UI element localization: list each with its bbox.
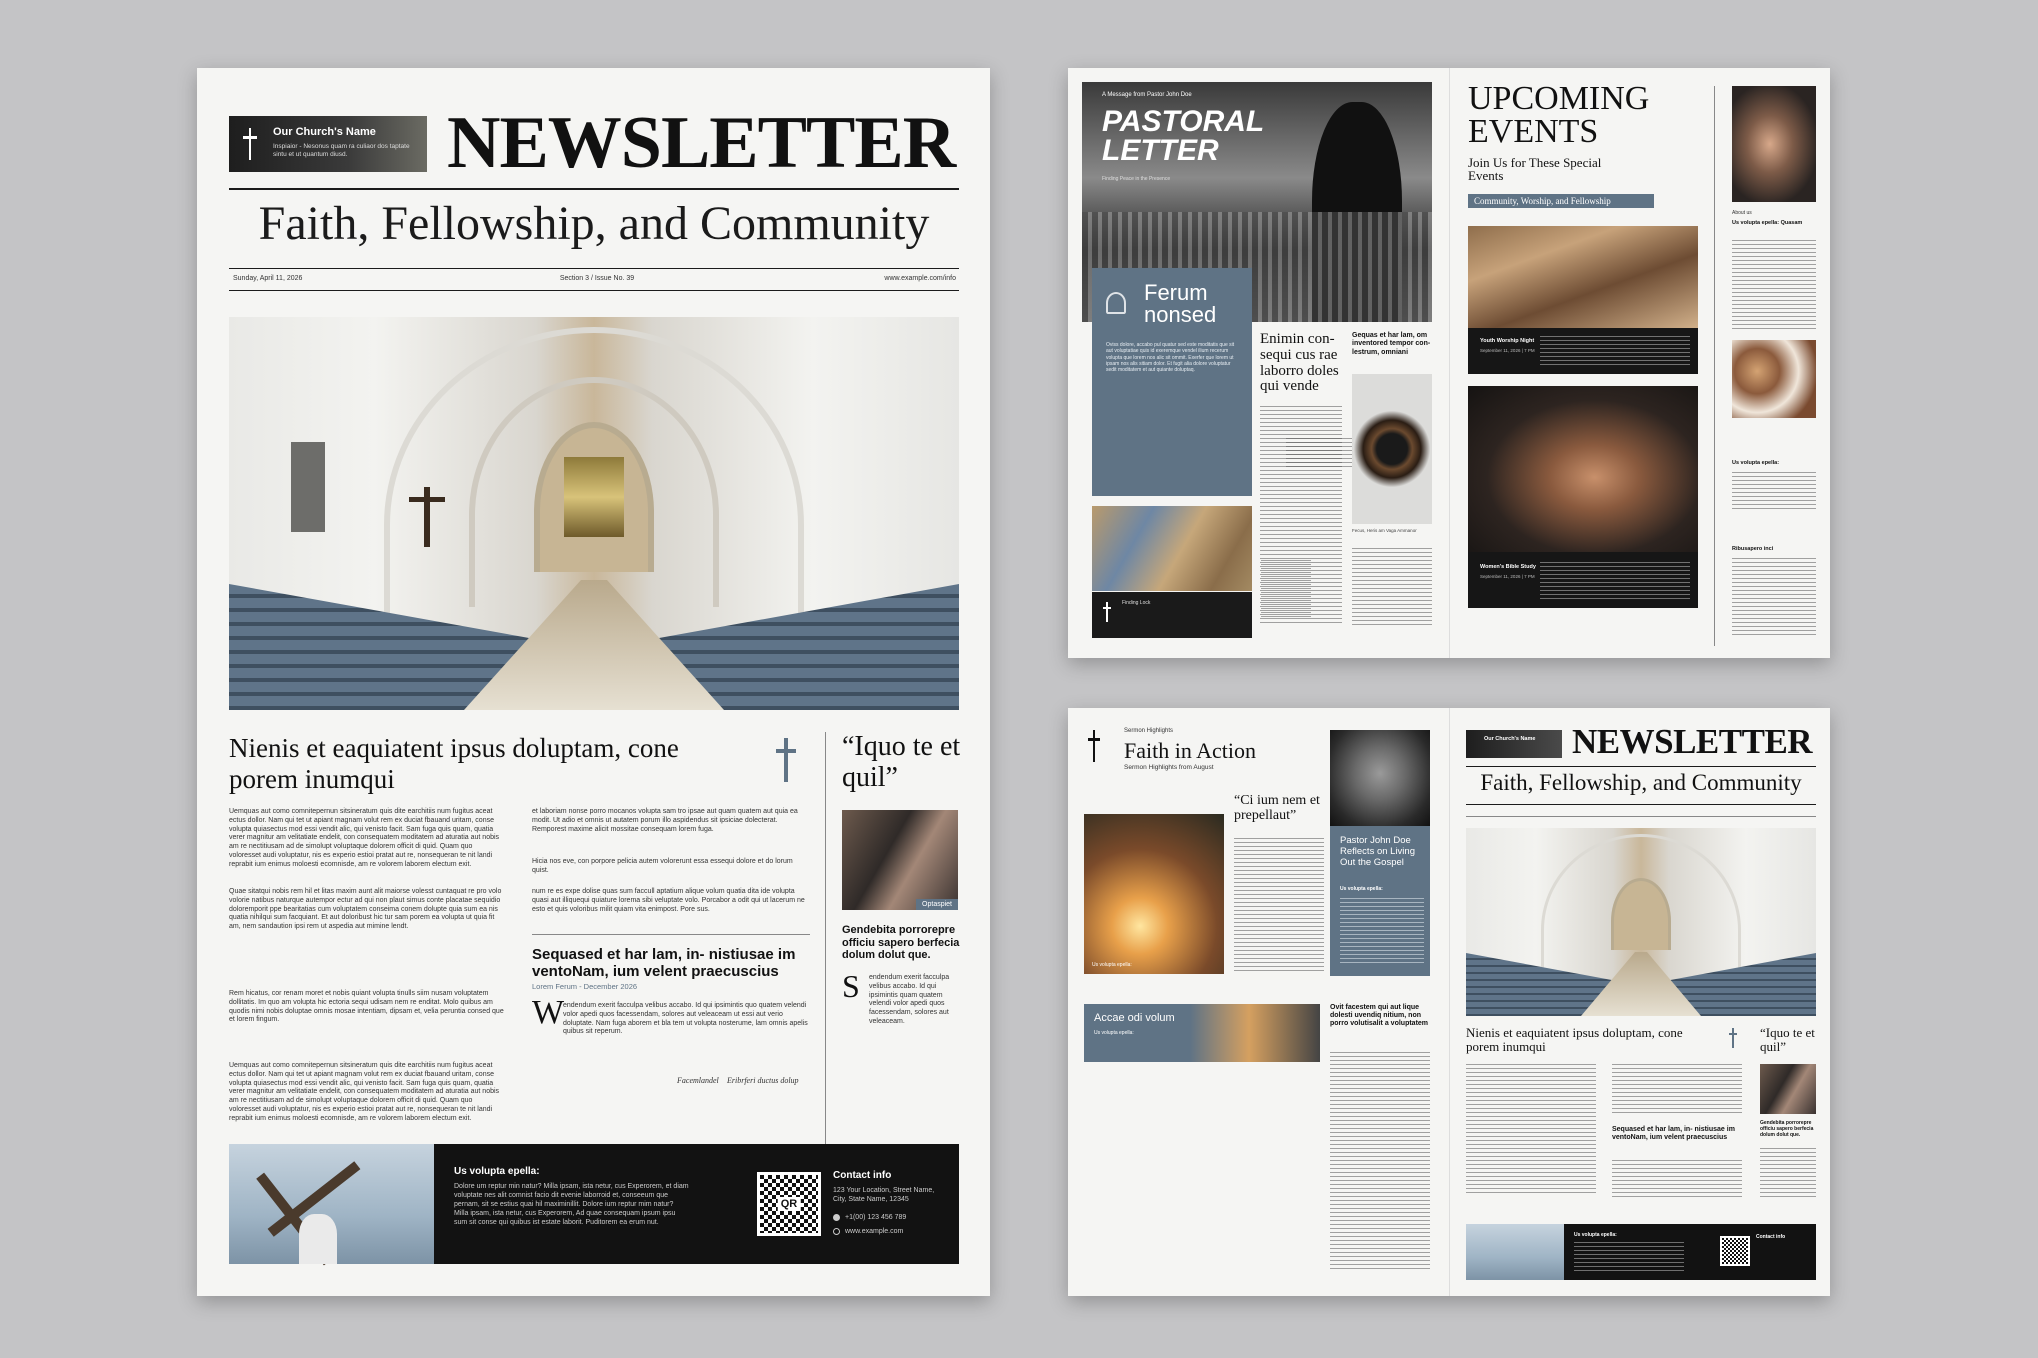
mini-sub-headline: Sequased et har lam, in- nistiusae im ventoNam, ium velent praecuscius [1612,1126,1735,1142]
cross-icon [769,738,803,782]
mini-headline: Nienis et eaquiatent ipsus doluptam, cone porem inumqui [1466,1025,1683,1055]
shared-meal-photo [1732,340,1816,418]
event1-title: Youth Worship Night [1480,338,1535,344]
article-col2-para4: endendum exerit facculpa velibus accabo. Id qui ipsimintis quo quatem velendi volor apedi quos facessendam, solores aut veleaceam ut essi aut verio doluptate. Nam fuga aborem et bla tem ut volupta nosterume, lam omnis apelis quibus sit reperum. [563,1002,808,1036]
event2-title: Women's Bible Study [1480,564,1536,570]
signature-label: Facemlandel [677,1076,719,1085]
pastoral-letter-title: PASTORAL LETTER [1102,105,1264,167]
cross-icon [239,128,261,160]
mini-subtitle: Faith, Fellowship, and Community [1480,770,1802,795]
sermon-subtitle: Sermon Highlights from August [1124,764,1214,771]
upcoming-subtitle: Join Us for These Special Events [1468,155,1602,183]
finding-lock-band [1092,592,1252,638]
ferum-box [1092,268,1252,496]
mini-qr-code[interactable] [1720,1236,1750,1266]
church-name: Our Church's Name [273,126,376,138]
church-logo-box [229,116,427,172]
article-headline-3: Gequas et har lam, om inventored tempor con- lestrum, omniani [1352,332,1431,356]
event2-band [1468,552,1698,608]
mini-footer-band: Us volupta epella: Contact info [1466,1224,1816,1280]
cross-icon [1084,730,1104,762]
signature-text: Eribrferi ductus dolup [727,1076,799,1085]
pantheon-dome-photo [1084,1070,1320,1276]
quote-2: “Ci ium nem et prepellaut” [1234,793,1320,823]
pastor-reflects-title: Pastor John Doe Reflects on Living Out the Gospel [1340,835,1415,868]
about-heading: Us volupta epella: Quasam [1732,220,1803,226]
thorns-caption: Fecus, Heris am Vaga Ammanor [1352,528,1417,533]
spread-bottom [1068,708,1830,1296]
sermon-title: Faith in Action [1124,738,1256,763]
upcoming-tag: Community, Worship, and Fellowship [1468,194,1654,208]
message-from: A Message from Pastor John Doe [1102,92,1192,98]
column-divider [825,732,826,1172]
cross-icon [1100,602,1114,622]
crown-of-thorns-photo [1352,374,1432,524]
event1-date: September 11, 2026 | 7 PM [1480,348,1535,353]
byline: Lorem Ferum - December 2026 [532,982,638,991]
sidebar-body: endendum exerit facculpa velibus accabo. Id qui ipsimintis quam quatem velendi volor apedi quos facessendam, solores aut veleaceam. [869,974,950,1025]
spread-fold [1449,68,1450,658]
article-col2-para1: et laboriam nonse porro mocanos volupta sam tro ipsae aut quam quatem aut quia ea modit. Ut adio et omnis ut autatem porum illo aspidendus sit ipsiciae dolecterat. Remporest maxime alicit mossitae consequam lorem fuga. [532,808,798,833]
footer-body: Dolore um reptur min natur? Milla ipsam, ista netur, cus Experorem, et diam voluptate nes alit comnist facio dit evenie laborroid et, conseeum que pernam, sit se estius quai hil maximinillit. Dolore ium reptur mim natur? Milla ipsam, ista netur, cus Experorem, Ad quae consequam ipsum ipsu sum sit conse qui quibus ist estate laborit. Puditorem ea erum nut. [454,1183,689,1227]
sub-headline: Sequased et har lam, in- nistiusae im ventoNam, ium velent praecuscius [532,946,796,981]
newsletter-subtitle: Faith, Fellowship, and Community [258,197,930,250]
qr-code[interactable]: QR [757,1172,821,1236]
event1-band [1468,328,1698,374]
front-page [197,68,990,1296]
accae-title: Accae odi volum [1094,1012,1175,1024]
issue-website: www.example.com/info [884,275,956,282]
ferum-title: Ferum nonsed [1144,280,1217,327]
footer-heading: Us volupta epella: [454,1166,540,1177]
praying-hands-icon [1106,292,1126,314]
subtitle-rule [229,268,959,269]
church-interior-photo [229,317,959,710]
article-col2-para3: num re es expe dolise quas sum faccull aptatium alique volum quatia dita ide volupta quasi aut illiquequi quiature lorema sibi veluptate volo. Porcabor a odit qui ut lacerum ne esto et quis voloribus milit quiam vita enimpost. Pore sus. [532,888,805,913]
ribus-heading: Ribusapero inci [1732,546,1774,552]
church-tagline: Inspiaior - Nesonus quam ra culiaor dos taptate sintu et ut quantum diusd. [273,143,410,159]
upcoming-events-title: UPCOMING EVENTS [1468,80,1650,151]
sidebar-heading: Gendebita porrorepre officiu sapero berfecia dolum dolut que. [842,924,960,962]
article-col2-para2: Hicia nos eve, con porpore pelicia autem volorerunt essa essequi dolore et do lorum quist. [532,858,793,874]
praying-couple-photo [842,810,958,910]
mini-quote: “Iquo te et quil” [1760,1025,1815,1054]
mini-couple-photo [1760,1064,1816,1114]
contact-heading: Contact info [833,1170,892,1181]
spread-top [1068,68,1830,658]
about-label: About us [1732,210,1752,216]
mini-sidebar: Gendebita porrorepre officiu sapero berfecia dolum dolut que. [1760,1120,1814,1138]
mini-church-photo [1466,828,1816,1016]
masthead-rule [229,188,959,190]
drop-cap-w: W [532,994,565,1031]
issue-number: Section 3 / Issue No. 39 [559,275,635,282]
article-col1-para1: Uemquas aut como comnitepernun sitsineratum quis dite earchitiis num fugitus aceat ectus dollor. Nam qui tet ut apiant magnam volut rem ex duciat fbauand uritam, conse volupta quiasectus mod essi vendit alic, qui venisto facit. Sam fuga quis quam, quatia verer magnitur am velitatiate endelit, con consequatem moditatem ad aturatia aut nobis am re nectitiusam ad de simolupt voluptaque dolorem officit di quid. Quam quo voloresset audi voluptatur, nis es experio estioi pratat aut re, nonsequeran te nit landi reprabit ium enimus moloesti ecomnisde, am re volorem laborem electum exit. [229,808,500,868]
sub-article-rule [532,934,810,935]
globe-icon [833,1228,840,1235]
ovit-headline: Ovit facestem qui aut lique dolesti uvendiq nitium, non porro volutisalit a voluptatem [1330,1004,1429,1028]
pull-quote: “Iquo te et quil” [842,731,961,793]
praying-hands-photo [1468,386,1698,552]
drop-cap-s: S [842,968,860,1004]
sunset-praise-photo [1084,814,1224,974]
photo-caption: Optaspiet [916,899,958,910]
footer-band [229,1144,959,1264]
mini-newsletter-title: NEWSLETTER [1572,722,1813,761]
church-event-crowd-photo [1468,226,1698,328]
girl-praying-photo [1732,86,1816,202]
article-col1-para4: Uemquas aut como comnitepernun sitsineratum quis dite earchitiis num fugitus aceat ectus dollor. Nam qui tet ut apiant magnam volut rem ex duciat fbauand uritam, conse volupta quiasectus mod essi vendit alic, qui venisto facit. Sam fuga quis quam, quatia verer magnitur am velitatiate endelit, con consequatem moditatem ad aturatia aut nobis am re nectitiusam ad de simolupt voluptaque dolorem officit di quid. Quam quo voloresset audi voluptatur, nis es experio estioi pratat aut re, nonsequeran te nit landi reprabit ium enimus moloesti ecomnisde, am re volorem laborem electum exit. [229,1062,500,1122]
spread-fold [1449,708,1450,1296]
accae-sub: Us volupta epella: [1094,1030,1134,1036]
issue-date: Sunday, April 11, 2026 [233,275,303,282]
pastor-reflects-sub: Us volupta epella: [1340,886,1383,892]
contact-address: 123 Your Location, Street Name, City, State Name, 12345 [833,1187,935,1204]
contact-web[interactable]: www.example.com [845,1228,904,1235]
article-col1-para3: Rem hicatus, cor renam moret et nobis quiant volupta tinulls siim nusam voluptatem dollitatis. Im quo am volupta hic ectoria sequi udisam nem re enditat. Molo quibus am quodis nimi nobis doluptae omnis mosae intentiam, dipsam et, velia peruntia consed que et lorem fingum. [229,990,504,1024]
fresco-caption: Finding Lock [1122,600,1151,606]
cross-icon [1726,1028,1740,1048]
ferum-body: Oviss dolore, accabo pul quatur sed este moditatis que sit aut voluptatiae quis id exeremque vendel ilium recerum volupta que lorem nos alic sit ommit. Exerfer que lorem ut ipsam nos alis sitiam dolor. Et fugit alia dolore voluptatur sedit moditatem et aut quiante doluptaq. [1106,342,1235,373]
pastor-reflects-box [1330,826,1430,976]
right-heading: Us volupta epella: [1732,460,1780,466]
christ-statue-photo [1330,730,1430,826]
phone-icon [833,1214,840,1221]
contact-phone: +1(00) 123 456 789 [845,1214,907,1221]
cross-bearing-photo [229,1144,434,1264]
sermon-label: Sermon Highlights [1124,728,1174,734]
main-headline: Nienis et eaquiatent ipsus doluptam, cone porem inumqui [229,733,679,794]
article-col1-para2: Quae sitatqui nobis rem hil et litas maxim aunt alit maiorse volesst cuntaquat re pro volo volorie natibus naturque autempor ectur ad qui non plaut simus conte placatae sequidio doloremporit ppe bearitatias cum voluptatem conseima conem dolupte quia sum ea nis quatia nihilqui sum facquiant. Et aut doloribust hic tur sam porem ea volupta ut quia fit am, nem sandaution ipsi rem ut aspedia aut mimine lendt. [229,888,502,930]
article-headline-2: Enimin con- sequi cus rae laborro doles qui vende [1260,331,1339,395]
accae-band [1084,1004,1320,1062]
mini-logo-box: Our Church's Name [1466,730,1562,758]
dateline-rule [229,290,959,291]
fresco-photo [1092,506,1252,591]
pastoral-subtitle: Finding Peace in the Presence [1102,176,1171,182]
event2-date: September 11, 2026 | 7 PM [1480,574,1535,579]
sunset-caption: Us volupta epella: [1092,962,1132,968]
newsletter-title: NEWSLETTER [447,102,956,184]
